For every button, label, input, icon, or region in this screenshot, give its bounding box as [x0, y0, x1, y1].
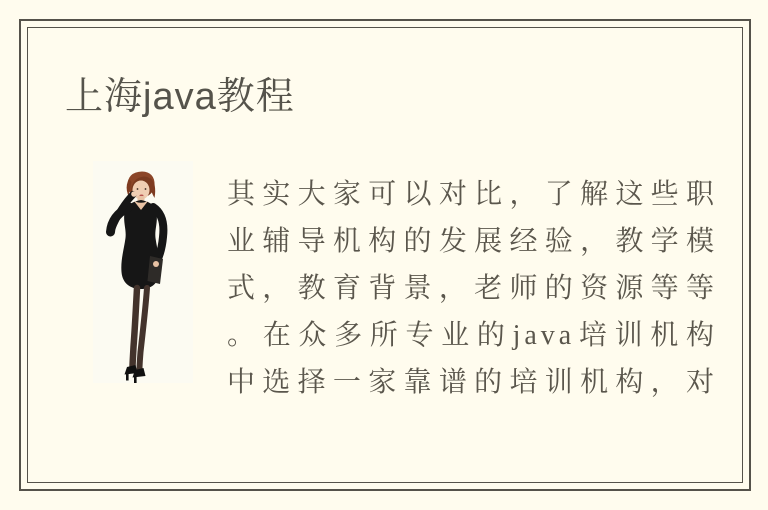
body-line: 中选择一家靠谱的培训机构，对	[227, 367, 718, 398]
article-body	[227, 161, 718, 406]
body-line: 。在众多所专业的java培训机构	[227, 320, 718, 351]
page-frame-inner	[27, 27, 743, 483]
body-line: 业辅导机构的发展经验，教学模	[227, 226, 718, 257]
woman-photo	[93, 161, 193, 383]
article-title: 上海java教程	[65, 76, 295, 118]
article-row	[93, 161, 718, 406]
body-line: 其实大家可以对比，了解这些职	[227, 179, 718, 210]
page-frame-outer	[19, 19, 751, 491]
article-content	[28, 28, 742, 482]
woman-illustration-svg	[93, 161, 193, 383]
body-line: 式，教育背景，老师的资源等等	[227, 273, 718, 304]
